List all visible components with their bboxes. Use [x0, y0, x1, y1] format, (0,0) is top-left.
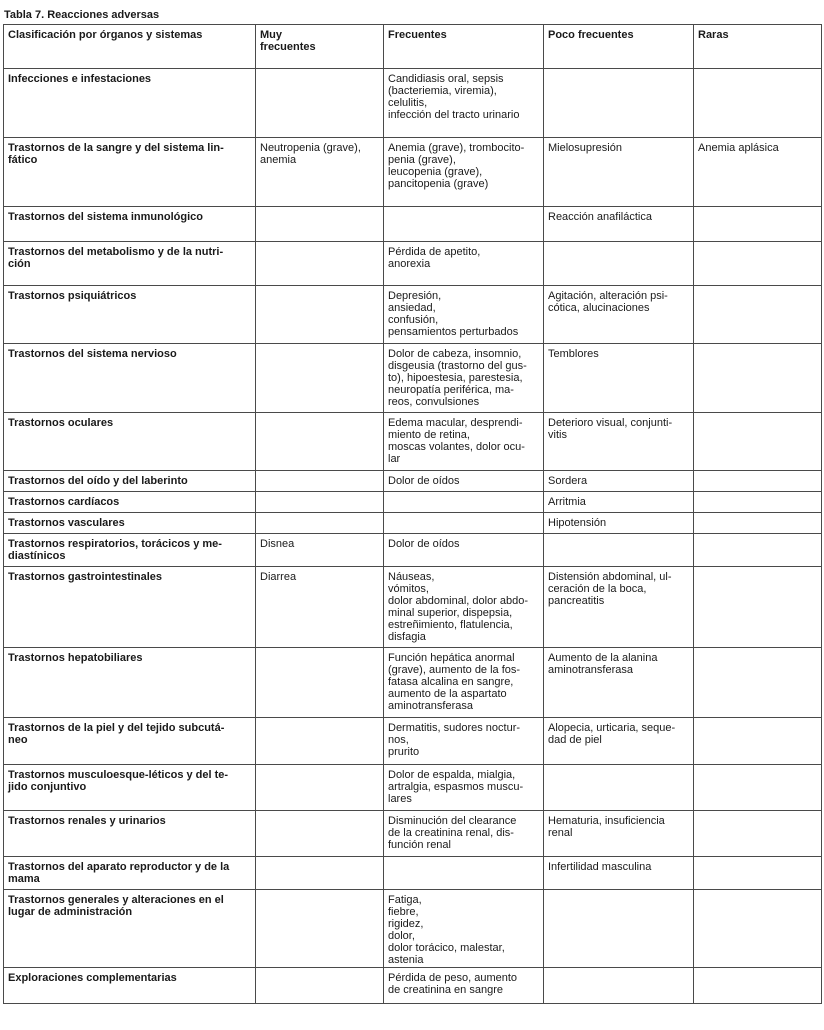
organ-class-cell: Trastornos musculoesque-léticos y del te- jido conjuntivo — [4, 765, 256, 811]
organ-class-cell: Trastornos del sistema nervioso — [4, 344, 256, 413]
very-frequent-cell — [256, 765, 384, 811]
organ-class-cell: Trastornos de la sangre y del sistema lin- fático — [4, 138, 256, 207]
uncommon-cell: Deterioro visual, conjunti- vitis — [544, 413, 694, 471]
frequent-cell — [384, 492, 544, 513]
uncommon-cell: Hipotensión — [544, 513, 694, 534]
uncommon-cell: Alopecia, urticaria, seque- dad de piel — [544, 718, 694, 765]
very-frequent-cell — [256, 648, 384, 718]
organ-class-cell: Trastornos psiquiátricos — [4, 286, 256, 344]
uncommon-cell — [544, 968, 694, 1004]
header-frequent: Frecuentes — [384, 25, 544, 69]
organ-class-cell: Trastornos oculares — [4, 413, 256, 471]
table-row — [4, 69, 822, 138]
frequent-cell: Pérdida de apetito, anorexia — [384, 242, 544, 286]
table-row — [4, 718, 822, 765]
header-organ-class: Clasificación por órganos y sistemas — [4, 25, 256, 69]
frequent-cell: Pérdida de peso, aumento de creatinina en sangre — [384, 968, 544, 1004]
frequent-cell — [384, 513, 544, 534]
frequent-cell: Anemia (grave), trombocito- penia (grave), leucopenia (grave), pancitopenia (grave) — [384, 138, 544, 207]
organ-class-cell: Exploraciones complementarias — [4, 968, 256, 1004]
table-row — [4, 242, 822, 286]
uncommon-cell: Sordera — [544, 471, 694, 492]
very-frequent-cell — [256, 69, 384, 138]
very-frequent-cell — [256, 811, 384, 857]
table-row — [4, 207, 822, 242]
uncommon-cell: Arritmia — [544, 492, 694, 513]
frequent-cell — [384, 857, 544, 890]
rare-cell — [694, 69, 822, 138]
table-row — [4, 811, 822, 857]
header-rare: Raras — [694, 25, 822, 69]
table-row — [4, 413, 822, 471]
very-frequent-cell — [256, 513, 384, 534]
rare-cell — [694, 344, 822, 413]
rare-cell — [694, 242, 822, 286]
uncommon-cell: Aumento de la alanina aminotransferasa — [544, 648, 694, 718]
frequent-cell: Depresión, ansiedad, confusión, pensamientos perturbados — [384, 286, 544, 344]
uncommon-cell — [544, 534, 694, 567]
header-very-frequent: Muy frecuentes — [256, 25, 384, 69]
rare-cell — [694, 492, 822, 513]
organ-class-cell: Trastornos del oído y del laberinto — [4, 471, 256, 492]
table-row — [4, 890, 822, 968]
frequent-cell: Edema macular, desprendi- miento de retina, moscas volantes, dolor ocu- lar — [384, 413, 544, 471]
uncommon-cell — [544, 69, 694, 138]
uncommon-cell: Mielosupresión — [544, 138, 694, 207]
rare-cell — [694, 534, 822, 567]
very-frequent-cell — [256, 890, 384, 968]
table-header-row — [4, 25, 822, 69]
table-row — [4, 765, 822, 811]
uncommon-cell — [544, 765, 694, 811]
table-row — [4, 534, 822, 567]
rare-cell — [694, 968, 822, 1004]
organ-class-cell: Trastornos vasculares — [4, 513, 256, 534]
very-frequent-cell — [256, 492, 384, 513]
table-row — [4, 648, 822, 718]
organ-class-cell: Trastornos del sistema inmunológico — [4, 207, 256, 242]
rare-cell — [694, 890, 822, 968]
adverse-reactions-table — [3, 24, 822, 1004]
rare-cell — [694, 718, 822, 765]
organ-class-cell: Trastornos renales y urinarios — [4, 811, 256, 857]
very-frequent-cell: Disnea — [256, 534, 384, 567]
rare-cell — [694, 811, 822, 857]
very-frequent-cell — [256, 344, 384, 413]
rare-cell — [694, 857, 822, 890]
rare-cell — [694, 471, 822, 492]
very-frequent-cell: Neutropenia (grave), anemia — [256, 138, 384, 207]
very-frequent-cell — [256, 242, 384, 286]
very-frequent-cell — [256, 857, 384, 890]
table-row — [4, 857, 822, 890]
very-frequent-cell — [256, 413, 384, 471]
uncommon-cell: Hematuria, insuficiencia renal — [544, 811, 694, 857]
organ-class-cell: Trastornos del aparato reproductor y de la mama — [4, 857, 256, 890]
table-row — [4, 286, 822, 344]
organ-class-cell: Trastornos hepatobiliares — [4, 648, 256, 718]
uncommon-cell — [544, 242, 694, 286]
very-frequent-cell — [256, 207, 384, 242]
rare-cell — [694, 207, 822, 242]
table-row — [4, 138, 822, 207]
table-row — [4, 513, 822, 534]
very-frequent-cell — [256, 286, 384, 344]
rare-cell: Anemia aplásica — [694, 138, 822, 207]
table-row — [4, 344, 822, 413]
header-uncommon: Poco frecuentes — [544, 25, 694, 69]
frequent-cell: Dermatitis, sudores noctur- nos, prurito — [384, 718, 544, 765]
uncommon-cell: Infertilidad masculina — [544, 857, 694, 890]
uncommon-cell: Temblores — [544, 344, 694, 413]
very-frequent-cell — [256, 718, 384, 765]
organ-class-cell: Trastornos gastrointestinales — [4, 567, 256, 648]
rare-cell — [694, 648, 822, 718]
organ-class-cell: Trastornos respiratorios, torácicos y me- diastínicos — [4, 534, 256, 567]
frequent-cell — [384, 207, 544, 242]
frequent-cell: Dolor de oídos — [384, 534, 544, 567]
rare-cell — [694, 286, 822, 344]
frequent-cell: Función hepática anormal (grave), aumento de la fos- fatasa alcalina en sangre, aumento de la aspartato aminotransferasa — [384, 648, 544, 718]
organ-class-cell: Trastornos de la piel y del tejido subcutá- neo — [4, 718, 256, 765]
uncommon-cell: Agitación, alteración psi- cótica, alucinaciones — [544, 286, 694, 344]
uncommon-cell: Reacción anafiláctica — [544, 207, 694, 242]
organ-class-cell: Trastornos del metabolismo y de la nutri- ción — [4, 242, 256, 286]
table-row — [4, 471, 822, 492]
rare-cell — [694, 765, 822, 811]
table-row — [4, 968, 822, 1004]
table-row — [4, 567, 822, 648]
rare-cell — [694, 513, 822, 534]
frequent-cell: Náuseas, vómitos, dolor abdominal, dolor abdo- minal superior, dispepsia, estreñimiento, flatulencia, disfagia — [384, 567, 544, 648]
frequent-cell: Dolor de oídos — [384, 471, 544, 492]
frequent-cell: Disminución del clearance de la creatinina renal, dis- función renal — [384, 811, 544, 857]
very-frequent-cell — [256, 471, 384, 492]
rare-cell — [694, 413, 822, 471]
frequent-cell: Fatiga, fiebre, rigidez, dolor, dolor torácico, malestar, astenia — [384, 890, 544, 968]
table-row — [4, 492, 822, 513]
rare-cell — [694, 567, 822, 648]
organ-class-cell: Infecciones e infestaciones — [4, 69, 256, 138]
organ-class-cell: Trastornos generales y alteraciones en el lugar de administración — [4, 890, 256, 968]
table-caption: Tabla 7. Reacciones adversas — [4, 9, 160, 21]
organ-class-cell: Trastornos cardíacos — [4, 492, 256, 513]
frequent-cell: Candidiasis oral, sepsis (bacteriemia, viremia), celulitis, infección del tracto urinario — [384, 69, 544, 138]
uncommon-cell — [544, 890, 694, 968]
very-frequent-cell: Diarrea — [256, 567, 384, 648]
frequent-cell: Dolor de espalda, mialgia, artralgia, espasmos muscu- lares — [384, 765, 544, 811]
very-frequent-cell — [256, 968, 384, 1004]
uncommon-cell: Distensión abdominal, ul- ceración de la boca, pancreatitis — [544, 567, 694, 648]
frequent-cell: Dolor de cabeza, insomnio, disgeusia (trastorno del gus- to), hipoestesia, parestesia, neuropatía periférica, ma- reos, convulsiones — [384, 344, 544, 413]
